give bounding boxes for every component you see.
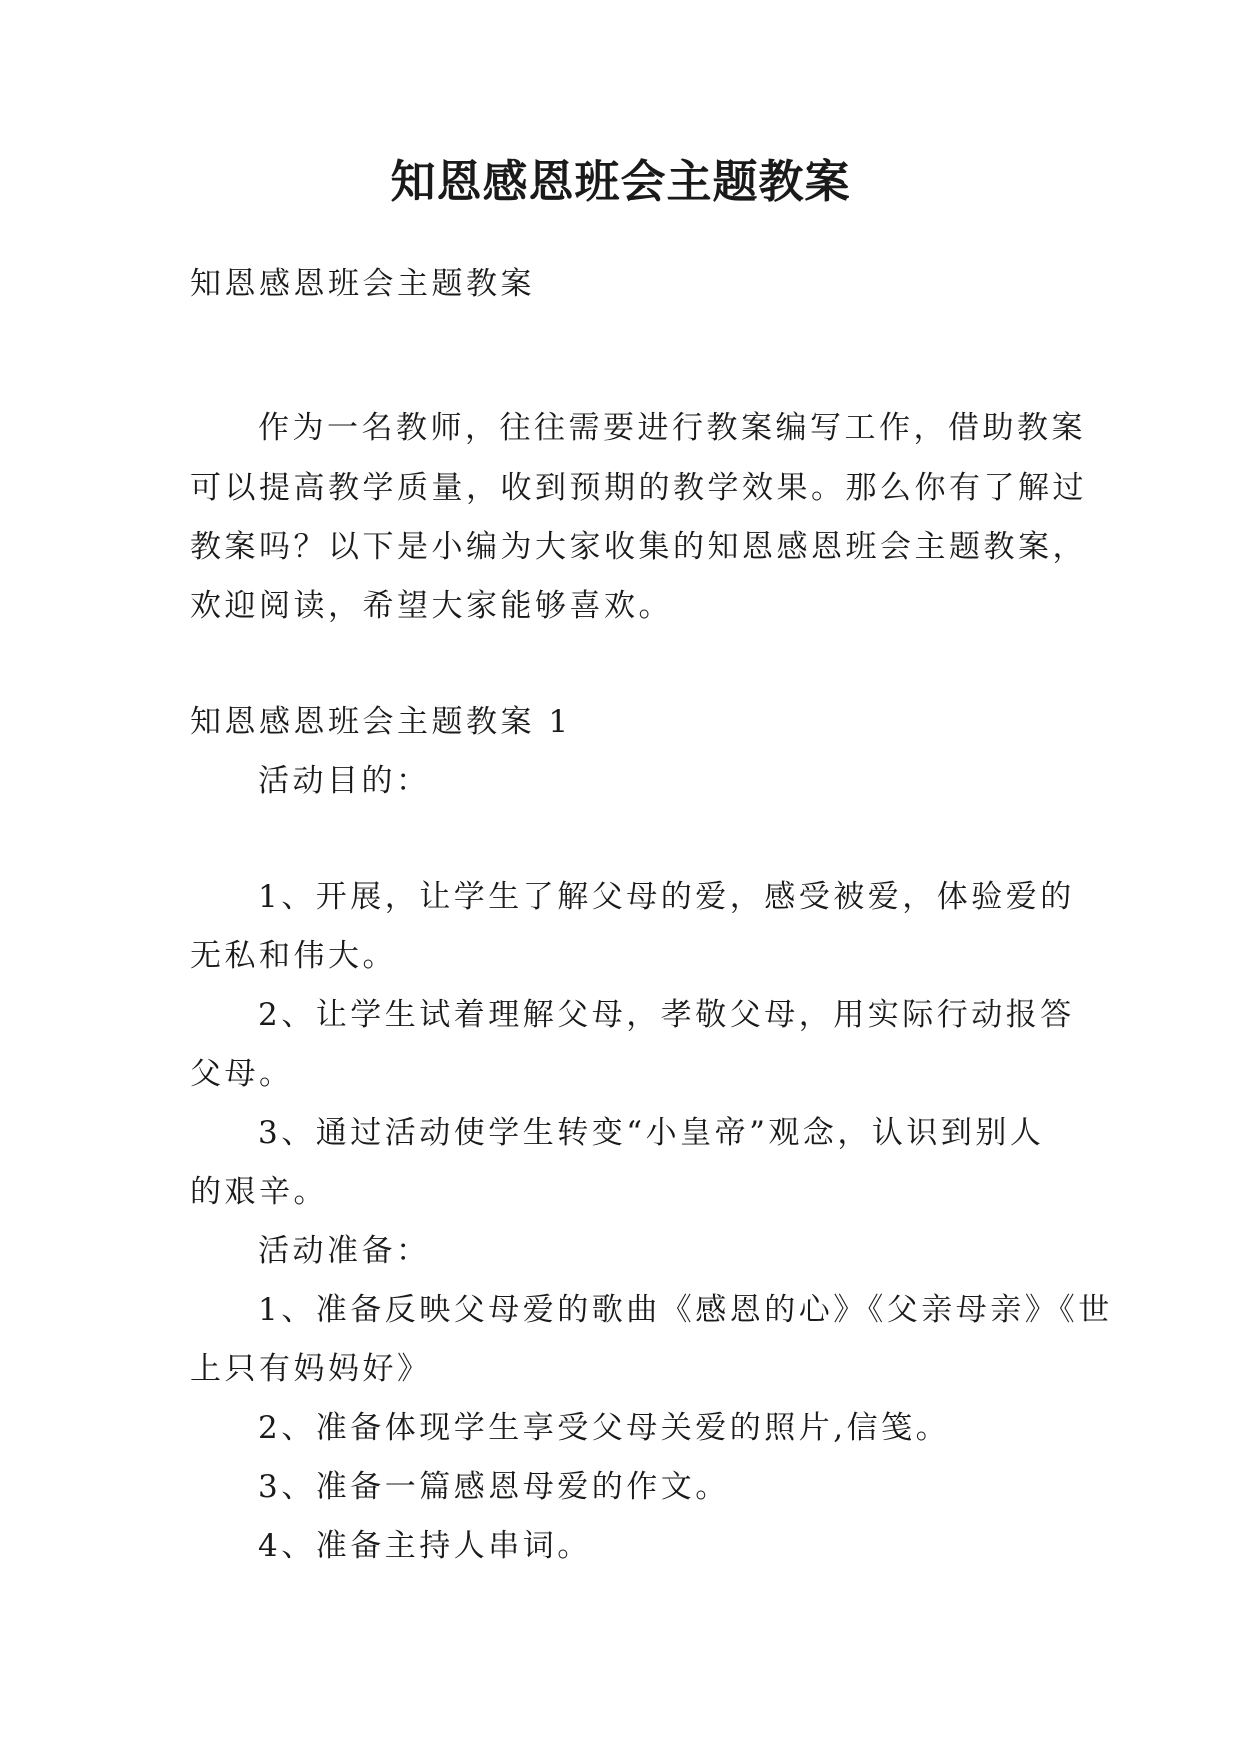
intro-line-2: 可以提高教学质量，收到预期的教学效果。那么你有了解过 <box>190 470 1087 506</box>
prep-line-2: 上只有妈妈好》 <box>190 1351 432 1387</box>
goals-label: 活动目的： <box>258 763 431 799</box>
goal-line-1: 1、开展，让学生了解父母的爱，感受被爱，体验爱的 <box>258 879 1075 915</box>
section-heading: 知恩感恩班会主题教案 1 <box>190 704 572 740</box>
goal-line-2: 无私和伟大。 <box>190 938 397 974</box>
goal-line-5: 3、通过活动使学生转变“小皇帝”观念，认识到别人 <box>258 1115 1045 1151</box>
prep-line-3: 2、准备体现学生享受父母关爱的照片,信笺。 <box>258 1410 951 1446</box>
prep-line-1: 1、准备反映父母爱的歌曲《感恩的心》《父亲母亲》《世 <box>258 1292 1113 1328</box>
intro-line-1: 作为一名教师，往往需要进行教案编写工作，借助教案 <box>258 410 1086 446</box>
intro-line-3: 教案吗？以下是小编为大家收集的知恩感恩班会主题教案， <box>190 529 1087 565</box>
document-title: 知恩感恩班会主题教案 <box>390 155 851 208</box>
goal-line-3: 2、让学生试着理解父母，孝敬父母，用实际行动报答 <box>258 997 1075 1033</box>
intro-line-4: 欢迎阅读，希望大家能够喜欢。 <box>190 588 673 624</box>
prep-label: 活动准备： <box>258 1233 431 1269</box>
document-subtitle: 知恩感恩班会主题教案 <box>190 266 535 302</box>
prep-line-5: 4、准备主持人串词。 <box>258 1528 592 1564</box>
goal-line-4: 父母。 <box>190 1056 294 1092</box>
goal-line-6: 的艰辛。 <box>190 1174 328 1210</box>
prep-line-4: 3、准备一篇感恩母爱的作文。 <box>258 1469 730 1505</box>
